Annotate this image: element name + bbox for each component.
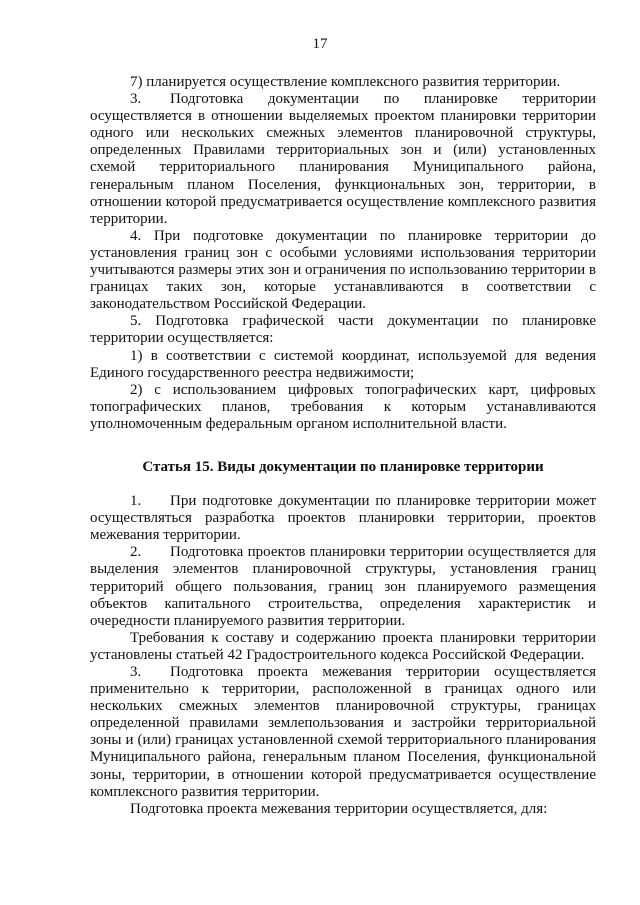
article-15-paragraph-1-number: 1. <box>130 493 142 510</box>
article-15-heading: Статья 15. Виды документации по планировке территории <box>142 458 544 475</box>
article-15-paragraph-3-number: 3. <box>130 664 142 680</box>
paragraph-5-item-2: 2) с использованием цифровых топографических карт, цифровых топографических планов, требования к которым устанавливаются уполномоченным федеральным органом исполнительной власти. <box>90 381 596 432</box>
article-15-requirements-paragraph: Требования к составу и содержанию проекта планировки территории установлены статьей 42 Градостроительного кодекса Российской Федерации. <box>90 629 596 663</box>
article-15-paragraph-1 <box>90 493 596 544</box>
article-15-paragraph-3-text: Подготовка проекта межевания территории осуществляется применительно к территории, расположенной в границах одного или нескольких смежных элементов планировочной структуры, границах определенной правилами землепользования и застройки территориальной зоны и (или) границах установленной схемой территориального планирования Муниципального района, генеральным планом Поселения, функциональной зоны, территории, в отношении которой предусматривается осуществление комплексного развития территории. <box>90 664 596 800</box>
article-15-paragraph-2-text: Подготовка проектов планировки территории осуществляется для выделения элементов планировочной структуры, установления границ территорий общего пользования, границ зон планируемого размещения объектов капитального строительства, определения характеристик и очередности планируемого развития территории. <box>90 544 596 629</box>
article-15-paragraph-3 <box>90 664 596 801</box>
spacer <box>90 476 596 493</box>
paragraph-item-7: 7) планируется осуществление комплексного развития территории. <box>130 74 561 90</box>
article-15-last-paragraph: Подготовка проекта межевания территории осуществляется, для: <box>130 800 548 817</box>
paragraph-4: 4. При подготовке документации по планировке территории до установления границ зон с особыми условиями использования территории учитываются размеры этих зон и ограничения по использованию территории в границах таких зон, которые устанавливаются в соответствии с законодательством Российской Федерации. <box>90 227 596 313</box>
paragraph-5: 5. Подготовка графической части документации по планировке территории осуществляется: <box>90 313 596 347</box>
paragraph-5-item-1: 1) в соответствии с системой координат, используемой для ведения Единого государственного реестра недвижимости; <box>90 347 596 381</box>
article-15-paragraph-2-number: 2. <box>130 544 142 561</box>
spacer <box>90 433 596 459</box>
paragraph-3 <box>90 91 596 228</box>
page-number: 17 <box>312 36 328 52</box>
paragraph-3-number: 3. <box>130 91 142 108</box>
paragraph-3-text: Подготовка документации по планировке территории осуществляется в отношении выделяемых проектом планировки территории одного или нескольких смежных элементов планировочной структуры, определенных Правилами территориальных зон и (или) установленных схемой территориального планирования Муниципального района, генеральным планом Поселения, функциональных зон, территории, в отношении которой предусматривается осуществление комплексного развития территории. <box>90 91 596 227</box>
article-15-paragraph-1-text: При подготовке документации по планировке территории может осуществляться разработка проектов планировки территории, проектов межевания территории. <box>90 493 596 544</box>
article-15-paragraph-2 <box>90 544 596 629</box>
document-body <box>90 74 596 818</box>
